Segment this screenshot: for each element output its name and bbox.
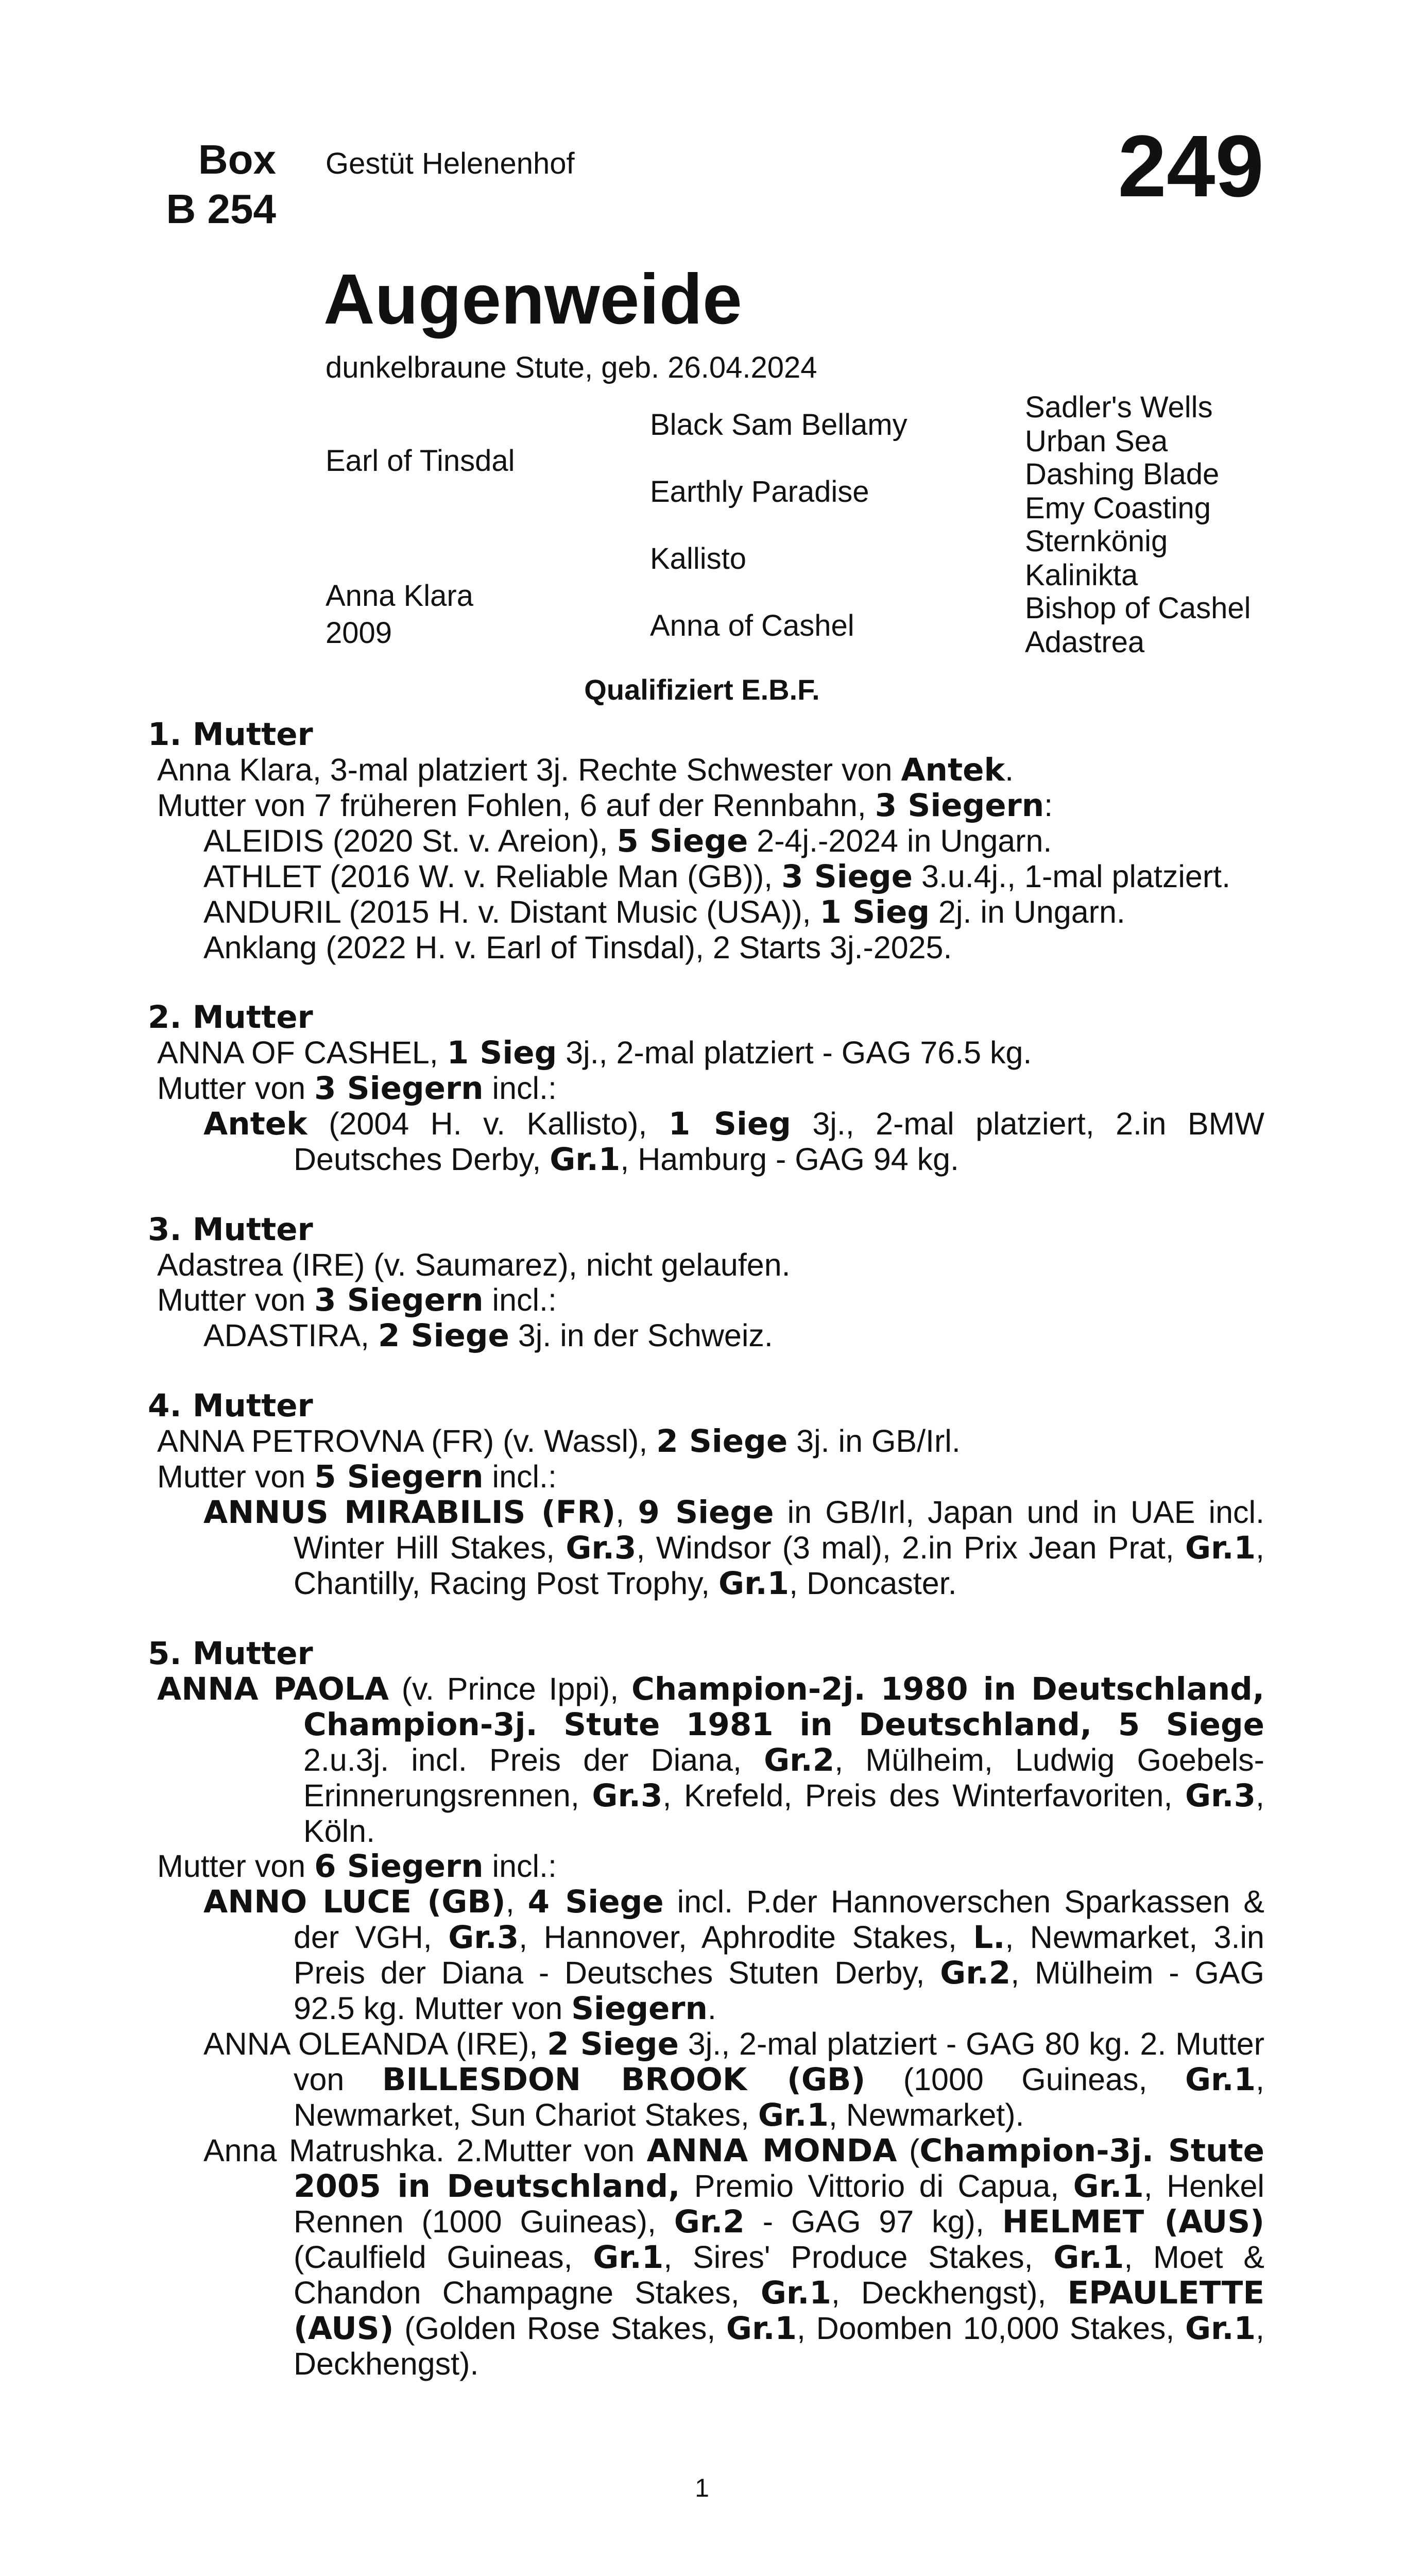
studfarm-name: Gestüt Helenenhof xyxy=(326,147,575,180)
pedigree-g3-5: Sternkönig xyxy=(1025,524,1168,558)
offspring-entry: ALEIDIS (2020 St. v. Areion), 5 Siege 2-4j.-2024 in Ungarn. xyxy=(203,823,1052,859)
produce-summary: Mutter von 7 früheren Fohlen, 6 auf der Rennbahn, 3 Siegern: xyxy=(157,787,1053,824)
family-content xyxy=(148,717,1264,2382)
pedigree-g3-2: Urban Sea xyxy=(1025,425,1168,458)
offspring-entry: ADASTIRA, 2 Siege 3j. in der Schweiz. xyxy=(203,1317,773,1354)
pedigree-g3-7: Bishop of Cashel xyxy=(1025,591,1251,625)
dam-line: Anna Klara, 3-mal platziert 3j. Rechte Schwester von Antek. xyxy=(157,752,1014,788)
pedigree-dam-year: 2009 xyxy=(326,616,392,650)
qualification-note: Qualifiziert E.B.F. xyxy=(584,673,820,706)
dam-line: ANNA OF CASHEL, 1 Sieg 3j., 2-mal platziert - GAG 76.5 kg. xyxy=(157,1035,1032,1071)
produce-summary: Mutter von 6 Siegern incl.: xyxy=(157,1848,557,1885)
section-heading: 2. Mutter xyxy=(148,999,313,1036)
box-label-block xyxy=(124,135,276,234)
pedigree-dam: Anna Klara xyxy=(326,579,473,613)
pedigree-g3-8: Adastrea xyxy=(1025,625,1145,659)
pedigree-sire-dam: Earthly Paradise xyxy=(650,475,869,509)
lot-number: 249 xyxy=(1118,117,1264,215)
box-number: B 254 xyxy=(166,186,276,232)
produce-summary: Mutter von 3 Siegern incl.: xyxy=(157,1070,557,1107)
pedigree-sire: Earl of Tinsdal xyxy=(326,444,515,478)
offspring-entry: ANNA OLEANDA (IRE), 2 Siege 3j., 2-mal platziert - GAG 80 kg. 2. Mutter von BILLESDON BROOK (GB) (1000 Guineas, Gr.1, Newmarket, Sun Chariot Stakes, Gr.1, Newmarket). xyxy=(203,2026,1264,2133)
box-label: Box xyxy=(198,137,276,182)
offspring-entry: ANNO LUCE (GB), 4 Siege incl. P.der Hannoverschen Sparkassen & der VGH, Gr.3, Hannover, Aphrodite Stakes, L., Newmarket, 3.in Preis der Diana - Deutsches Stuten Derby, Gr.2, Mülheim - GAG 92.5 kg. Mutter von Siegern. xyxy=(203,1884,1264,2027)
horse-description: dunkelbraune Stute, geb. 26.04.2024 xyxy=(326,351,817,384)
pedigree-g3-4: Emy Coasting xyxy=(1025,492,1211,525)
dam-line: Adastrea (IRE) (v. Saumarez), nicht gelaufen. xyxy=(157,1247,791,1282)
offspring-entry: ANNUS MIRABILIS (FR), 9 Siege in GB/Irl, Japan und in UAE incl. Winter Hill Stakes, Gr.3, Windsor (3 mal), 2.in Prix Jean Prat, Gr.1, Chantilly, Racing Post Trophy, Gr.1, Doncaster. xyxy=(203,1494,1265,1602)
pedigree-g3-1: Sadler's Wells xyxy=(1025,391,1213,424)
pedigree-sire-sire: Black Sam Bellamy xyxy=(650,408,908,442)
horse-name: Augenweide xyxy=(323,260,742,339)
pedigree-g3-3: Dashing Blade xyxy=(1025,457,1220,491)
pedigree-dam-dam: Anna of Cashel xyxy=(650,609,854,642)
dam-line: ANNA PAOLA (v. Prince Ippi), Champion-2j. 1980 in Deutschland, Champion-3j. Stute 1981 in Deutschland, 5 Siege 2.u.3j. incl. Preis der Diana, Gr.2, Mülheim, Ludwig Goebels-Erinnerungsrennen, Gr.3, Krefeld, Preis des Winterfavoriten, Gr.3, Köln. xyxy=(157,1671,1264,1849)
section-heading: 4. Mutter xyxy=(148,1387,313,1424)
offspring-entry: Antek (2004 H. v. Kallisto), 1 Sieg 3j., 2-mal platziert, 2.in BMW Deutsches Derby, Gr.1, Hamburg - GAG 94 kg. xyxy=(203,1106,1264,1178)
section-heading: 1. Mutter xyxy=(148,716,313,753)
produce-summary: Mutter von 3 Siegern incl.: xyxy=(157,1282,557,1318)
offspring-entry: ATHLET (2016 W. v. Reliable Man (GB)), 3 Siege 3.u.4j., 1-mal platziert. xyxy=(203,858,1231,895)
page-number: 1 xyxy=(695,2473,709,2502)
offspring-entry: Anna Matrushka. 2.Mutter von ANNA MONDA (Champion-3j. Stute 2005 in Deutschland, Premio Vittorio di Capua, Gr.1, Henkel Rennen (1000 Guineas), Gr.2 - GAG 97 kg), HELMET (AUS) (Caulfield Guineas, Gr.1, Sires' Produce Stakes, Gr.1, Moet & Chandon Champagne Stakes, Gr.1, Deckhengst), EPAULETTE (AUS) (Golden Rose Stakes, Gr.1, Doomben 10,000 Stakes, Gr.1, Deckhengst). xyxy=(203,2132,1265,2381)
offspring-entry: ANDURIL (2015 H. v. Distant Music (USA)), 1 Sieg 2j. in Ungarn. xyxy=(203,894,1125,930)
pedigree-dam-sire: Kallisto xyxy=(650,542,746,575)
offspring-entry: Anklang (2022 H. v. Earl of Tinsdal), 2 Starts 3j.-2025. xyxy=(203,930,952,965)
produce-summary: Mutter von 5 Siegern incl.: xyxy=(157,1459,557,1495)
section-heading: 5. Mutter xyxy=(148,1635,313,1672)
dam-line: ANNA PETROVNA (FR) (v. Wassl), 2 Siege 3j. in GB/Irl. xyxy=(157,1423,961,1460)
section-heading: 3. Mutter xyxy=(148,1211,313,1248)
pedigree-g3-6: Kalinikta xyxy=(1025,558,1138,592)
